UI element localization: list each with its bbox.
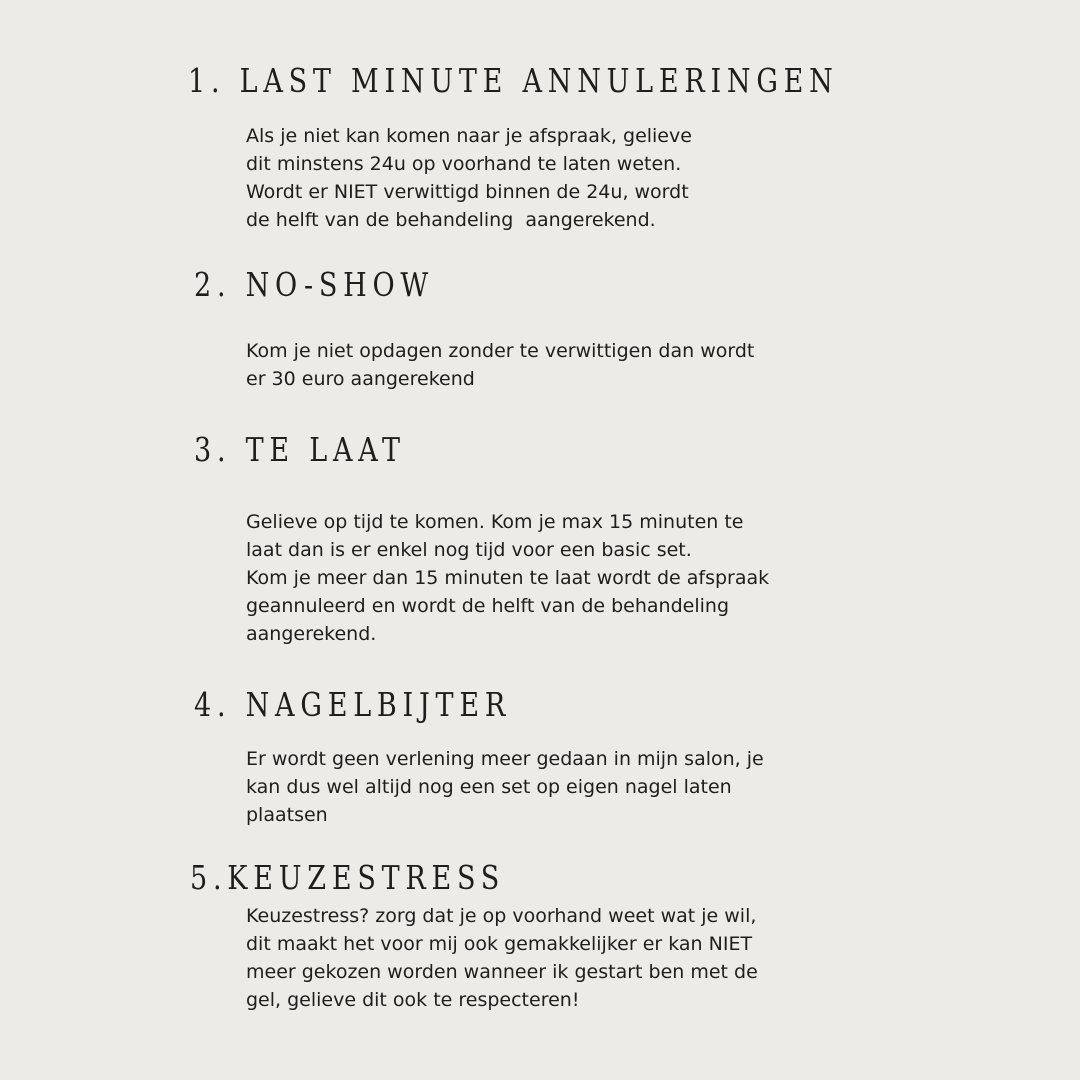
- section-text-last-minute-cancellations: Als je niet kan komen naar je afspraak, gelieve dit minstens 24u op voorhand te laten weten. Wordt er NIET verwittigd binnen de 24u, wordt de helft van de behandeling aangerekend.: [246, 125, 692, 231]
- section-text-no-show: Kom je niet opdagen zonder te verwittigen dan wordt er 30 euro aangerekend: [246, 340, 755, 390]
- section-text-keuzestress: Keuzestress? zorg dat je op voorhand weet wat je wil, dit maakt het voor mij ook gemakkelijker er kan NIET meer gekozen worden wanneer ik gestart ben met de gel, gelieve dit ook te respecteren!: [246, 905, 758, 1011]
- section-text-nagelbijter: Er wordt geen verlening meer gedaan in mijn salon, je kan dus wel altijd nog een set op eigen nagel laten plaatsen: [246, 748, 764, 826]
- section-text-te-laat: Gelieve op tijd te komen. Kom je max 15 minuten te laat dan is er enkel nog tijd voor een basic set. Kom je meer dan 15 minuten te laat wordt de afspraak geannuleerd en wordt de helft van de behandeling aangerekend.: [246, 511, 770, 645]
- section-heading-no-show: 2. NO-SHOW: [194, 265, 434, 304]
- section-heading-nagelbijter: 4. NAGELBIJTER: [194, 685, 511, 724]
- section-heading-keuzestress: 5.KEUZESTRESS: [190, 858, 506, 897]
- section-heading-te-laat: 3. TE LAAT: [194, 430, 406, 469]
- section-heading-last-minute-cancellations: 1. LAST MINUTE ANNULERINGEN: [188, 61, 839, 100]
